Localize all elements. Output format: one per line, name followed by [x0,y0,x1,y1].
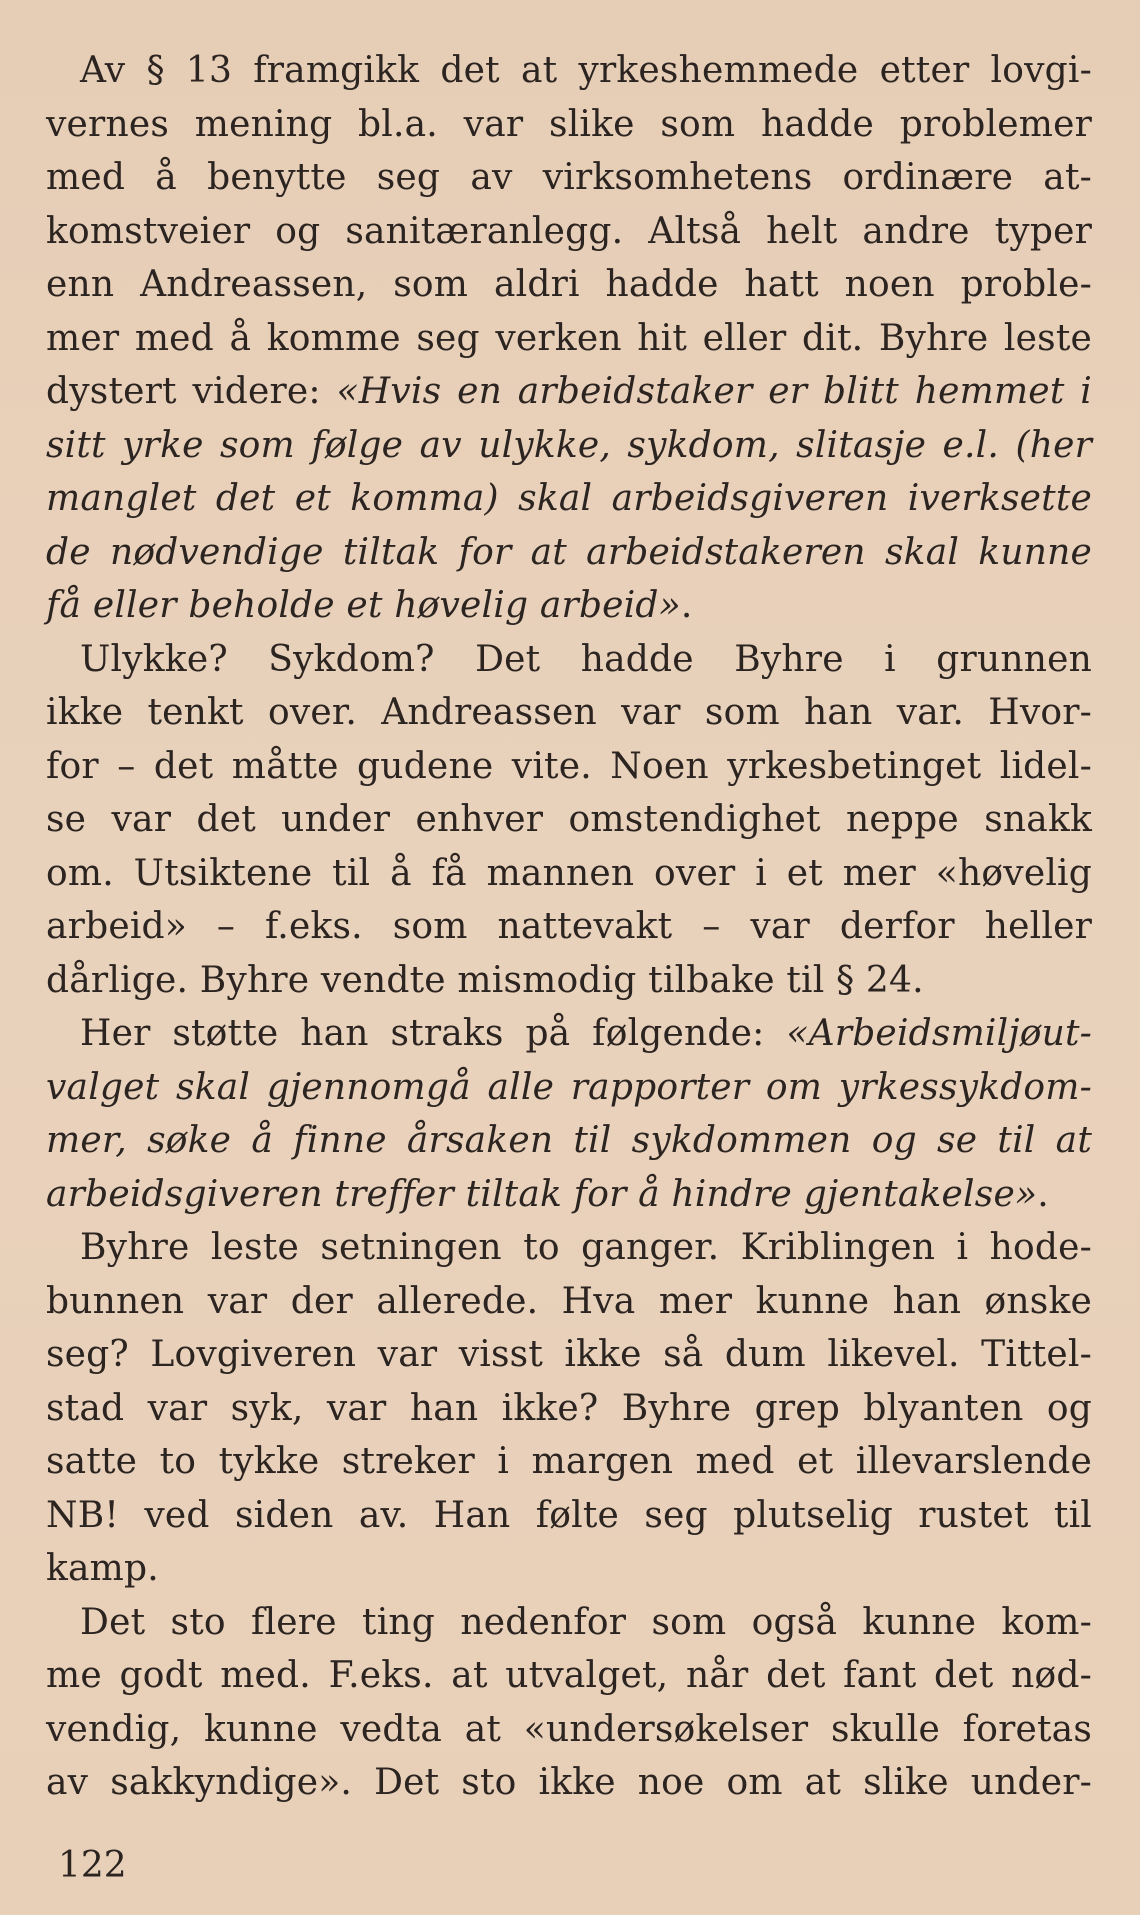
quoted-text: arbeidsgiveren treffer tiltak for å hindre gjentakelse» [46,1173,1038,1215]
text-line [46,1435,1092,1489]
text-line [46,1489,1092,1543]
body-text-span: Her støtte han straks på følgende: [80,1013,787,1054]
body-text-span: enn Andreassen, som aldri hadde hatt noen proble- [46,264,1092,305]
text-line [46,151,1092,205]
body-text-span: om. Utsiktene til å få mannen over i et mer «høvelig [46,852,1092,894]
body-text-span: me godt med. F.eks. at utvalget, når det fant det nød- [46,1655,1092,1696]
body-text-span: vendig, kunne vedta at «undersøkelser skulle foretas [46,1708,1092,1750]
text-line [46,205,1092,259]
body-text-span: kamp. [46,1548,159,1589]
text-line [46,44,1092,98]
text-line [46,686,1092,740]
body-text-span: arbeid» – f.eks. som nattevakt – var derfor heller [46,906,1092,947]
body-text-span: Ulykke? Sykdom? Det hadde Byhre i grunnen [80,638,1092,680]
body-text-span: NB! ved siden av. Han følte seg plutselig rustet til [46,1494,1092,1536]
text-line [46,633,1092,687]
quoted-text: få eller beholde et høvelig arbeid» [46,585,681,626]
text-line [46,579,1092,633]
body-text-span: ikke tenkt over. Andreassen var som han var. Hvor- [46,692,1092,733]
quoted-text: «Hvis en arbeidstaker er blitt hemmet i [336,371,1092,412]
quoted-text: sitt yrke som følge av ulykke, sykdom, slitasje e.l. (her [46,424,1092,466]
text-line [46,740,1092,794]
body-text-span: bunnen var der allerede. Hva mer kunne han ønske [46,1280,1092,1322]
text-line [46,1756,1092,1810]
text-line [46,365,1092,419]
text-line [46,98,1092,152]
text-line [46,1703,1092,1757]
quoted-text: de nødvendige tiltak for at arbeidstakeren skal kunne [46,531,1092,573]
body-text-span: . [1037,1173,1049,1215]
text-line [46,1382,1092,1436]
text-line [46,1275,1092,1329]
body-text-span: mer med å komme seg verken hit eller dit. Byhre leste [46,317,1092,359]
body-text-span: seg? Lovgiveren var visst ikke så dum likevel. Tittel- [46,1334,1092,1375]
body-text-span: se var det under enhver omstendighet neppe snakk [46,799,1092,840]
text-line [46,1542,1092,1596]
text-line [46,900,1092,954]
body-text-span: for – det måtte gudene vite. Noen yrkesbetinget lidel- [46,745,1092,787]
body-text-span: vernes mening bl.a. var slike som hadde problemer [46,103,1092,145]
text-line [46,1168,1092,1222]
text-line [46,1328,1092,1382]
body-text-span: Det sto flere ting nedenfor som også kunne kom- [80,1601,1092,1643]
text-line [46,312,1092,366]
body-text-span: stad var syk, var han ikke? Byhre grep blyanten og [46,1387,1092,1429]
quoted-text: mer, søke å finne årsaken til sykdommen og se til at [46,1120,1092,1161]
quoted-text: valget skal gjennomgå alle rapporter om yrkessykdom- [46,1066,1092,1108]
page-number: 122 [58,1845,127,1886]
text-line [46,847,1092,901]
text-line [46,526,1092,580]
body-text-span: satte to tykke streker i margen med et illevarslende [46,1441,1092,1482]
body-text [46,44,1092,1810]
body-text-span: av sakkyndige». Det sto ikke noe om at slike under- [46,1762,1092,1803]
body-text-span: Av § 13 framgikk det at yrkeshemmede etter lovgi- [80,50,1092,91]
body-text-span: dystert videre: [46,371,337,412]
quoted-text: «Arbeidsmiljøut- [786,1013,1092,1054]
text-line [46,793,1092,847]
text-line [46,1007,1092,1061]
text-line [46,1061,1092,1115]
text-line [46,1114,1092,1168]
body-text-span: Byhre leste setningen to ganger. Kriblingen i hode- [80,1227,1092,1268]
quoted-text: manglet det et komma) skal arbeidsgiveren iverksette [46,478,1092,519]
text-line [46,954,1092,1008]
text-line [46,472,1092,526]
text-line [46,1649,1092,1703]
body-text-span: med å benytte seg av virksomhetens ordinære at- [46,157,1092,198]
body-text-span: . [680,585,693,626]
text-line [46,258,1092,312]
text-line [46,1596,1092,1650]
body-text-span: dårlige. Byhre vendte mismodig tilbake til § 24. [46,959,924,1001]
body-text-span: komstveier og sanitæranlegg. Altså helt andre typer [46,210,1092,252]
text-line [46,419,1092,473]
text-line [46,1221,1092,1275]
